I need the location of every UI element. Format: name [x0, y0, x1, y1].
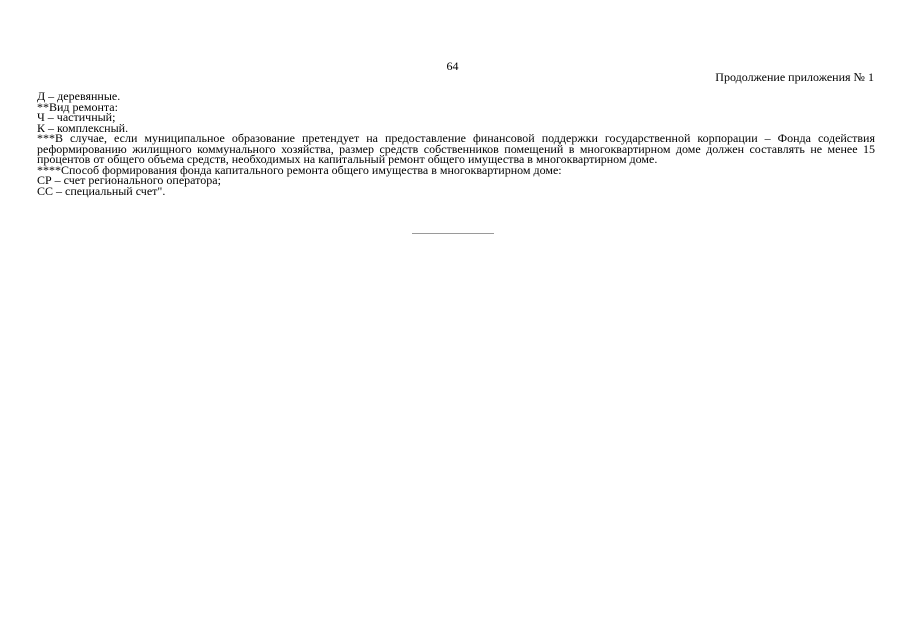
note-fund-special: СС – специальный счет".: [37, 183, 166, 198]
note-fund-method-heading: ****Способ формирования фонда капитального ремонта общего имущества в многоквартирном доме:: [37, 162, 562, 177]
end-separator-line: [412, 233, 494, 234]
note-repair-type-heading: **Вид ремонта:: [37, 99, 118, 114]
note-fund-regional: СР – счет регионального оператора;: [37, 173, 221, 187]
appendix-continuation-label: Продолжение приложения № 1: [715, 70, 874, 84]
footnotes-block: [37, 91, 875, 196]
page-number: 64: [446, 59, 459, 73]
note-repair-complex: К – комплексный.: [37, 120, 129, 135]
note-repair-partial: Ч – частичный;: [37, 110, 116, 124]
note-financing-paragraph: ***В случае, если муниципальное образование претендует на предоставление финансовой поддержки государственной корпорации – Фонда содействия реформированию жилищного коммунального хозяйства, размер средств собственников помещений в многоквартирном доме должен составлять не менее 15 процентов от общего объема средств, необходимых на капитальный ремонт общего имущества в многоквартирном доме.: [37, 131, 875, 166]
note-wood: Д – деревянные.: [37, 89, 121, 103]
